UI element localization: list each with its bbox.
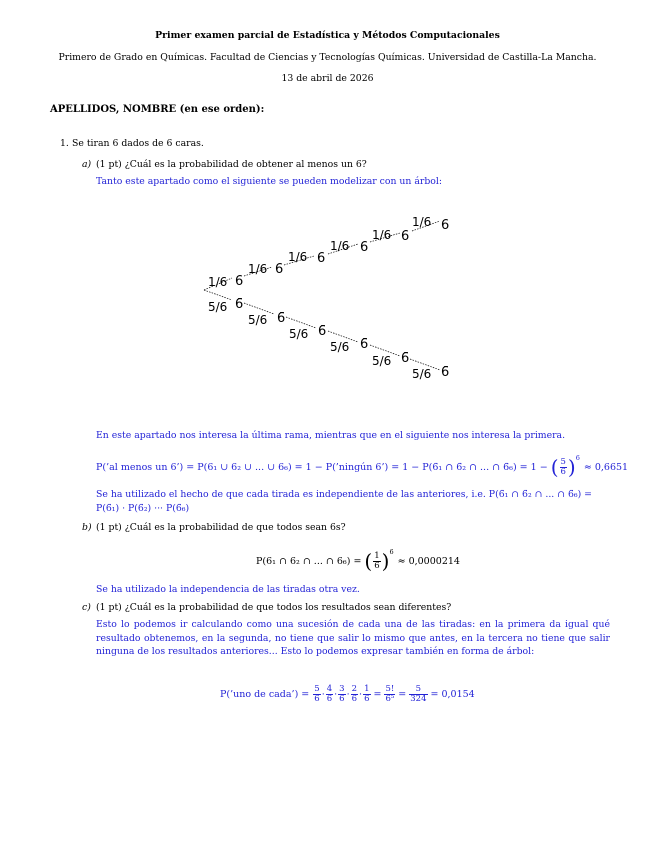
tree-node-upper-2: 6	[275, 262, 284, 277]
part-c-fraction-5: $\frac{1}{6}$	[364, 683, 370, 704]
part-c-formula-result: = 0,0154	[430, 688, 475, 700]
part-c-question: (1 pt) ¿Cuál es la probabilidad de que todos los resultados sean diferentes?	[96, 602, 452, 613]
part-a-answer-intro: Tanto este apartado como el siguiente se pueden modelizar con un árbol:	[96, 176, 443, 187]
tree-node-lower-6: 6̄	[441, 365, 450, 380]
tree-node-upper-3: 6	[317, 251, 326, 266]
tree-prob-upper-6: 1/6	[412, 215, 432, 229]
part-a-formula-lhs: P(’al menos un 6’) = P(6₁ ∪ 6₂ ∪ ... ∪ 6₆) = 1 − P(’ningún 6’) = 1 − P(6̄₁ ∩ 6̄₂ ∩ ... ∩ 6̄₆) = 1 −	[96, 461, 548, 473]
tree-prob-lower-6: 5/6	[412, 367, 432, 381]
exam-title: Primer examen parcial de Estadística y Métodos Computacionales	[155, 30, 500, 41]
tree-prob-lower-1: 5/6	[208, 300, 228, 314]
tree-node-upper-1: 6	[235, 274, 244, 289]
tree-prob-upper-5: 1/6	[372, 228, 392, 242]
tree-branch-lower-1	[204, 290, 232, 300]
part-b-note: Se ha utilizado la independencia de las tiradas otra vez.	[96, 584, 360, 595]
part-c-answer: Esto lo podemos ir calculando como una sucesión de cada una de las tiradas: en la primera da igual qué resultado obtenemos, en la segunda, no tiene que salir lo mismo que antes, en la tercera no tiene que salir ninguna de los resultados anteriores... Esto lo podemos expresar también en forma de árbol:	[96, 619, 610, 657]
tree-node-upper-4: 6	[360, 240, 369, 255]
exam-date: 13 de abril de 2026	[281, 73, 374, 84]
tree-prob-lower-2: 5/6	[248, 313, 268, 327]
tree-prob-upper-4: 1/6	[330, 239, 350, 253]
part-c-fraction-factorial: $\frac{5!}{\text{6⁵}}$	[385, 683, 395, 704]
tree-prob-lower-4: 5/6	[330, 340, 350, 354]
tree-node-lower-3: 6̄	[318, 324, 327, 339]
tree-prob-upper-2: 1/6	[248, 262, 268, 276]
question-1-text: Se tiran 6 dados de 6 caras.	[72, 138, 204, 149]
part-a-independence-line1: Se ha utilizado el hecho de que cada tirada es independiente de las anteriores, i.e. P(6̄₁ ∩ 6̄₂ ∩ ... ∩ 6̄₆) =	[96, 489, 592, 500]
part-b-formula-result: ≈ 0,0000214	[397, 555, 460, 567]
tree-node-lower-1: 6̄	[235, 297, 244, 312]
part-a-note: En este apartado nos interesa la última rama, mientras que en el siguiente nos interesa la primera.	[96, 430, 566, 441]
part-c-formula-lhs: P(’uno de cada’) =	[220, 688, 310, 700]
part-b-formula: P(6₁ ∩ 6₂ ∩ ... ∩ 6₆) = ( $\frac{1}{6}$ ) $^6$ ≈ 0,0000214	[256, 548, 460, 573]
part-b-formula-exponent: 6	[389, 548, 394, 556]
tree-prob-upper-1: 1/6	[208, 275, 228, 289]
part-a-question: (1 pt) ¿Cuál es la probabilidad de obtener al menos un 6?	[96, 159, 367, 170]
part-a-label: a)	[82, 159, 92, 170]
exam-subtitle: Primero de Grado en Químicas. Facultad de Ciencias y Tecnologías Químicas. Universidad de Castilla-La Mancha.	[58, 52, 597, 63]
part-b-formula-fraction: $\frac{1}{6}$	[374, 550, 380, 571]
tree-node-lower-4: 6̄	[360, 337, 369, 352]
tree-node-upper-6: 6	[441, 218, 450, 233]
tree-prob-upper-3: 1/6	[288, 250, 308, 264]
tree-node-lower-5: 6̄	[401, 351, 410, 366]
question-1-number: 1.	[60, 138, 69, 149]
part-a-formula-result: ≈ 0,6651	[583, 461, 629, 473]
part-c-fraction-2: $\frac{4}{6}$	[326, 683, 333, 704]
part-c-fraction-3: $\frac{3}{6}$	[339, 683, 345, 704]
part-a-formula: P(’al menos un 6’) = P(6₁ ∪ 6₂ ∪ ... ∪ 6₆) = 1 − P(’ningún 6’) = 1 − P(6̄₁ ∩ 6̄₂ ∩ ... ∩ 6̄₆) = 1 − ( $\frac{5}{6}$ ) $^6$ ≈ 0,6651	[96, 454, 629, 479]
part-c-label: c)	[82, 602, 91, 613]
part-a-independence-line2: P(6̄₁) · P(6̄₂) ··· P(6̄₆)	[96, 503, 190, 514]
part-c-fraction-simplified: $\frac{5}{324}$	[410, 683, 427, 704]
part-a-formula-fraction: $\frac{5}{6}$	[560, 456, 566, 477]
probability-tree	[196, 208, 466, 388]
name-field-label: APELLIDOS, NOMBRE (en ese orden):	[50, 104, 265, 115]
part-b-label: b)	[82, 522, 92, 533]
part-c-formula: P(’uno de cada’) = $\frac{5}{6}$ · $\frac{4}{6}$ · $\frac{3}{6}$ · $\frac{2}{6}$ · $\frac{1}{6}$ = $\frac{5!}{\text{6⁵}}$ = $\frac{5}{324}$ = 0,0154	[220, 683, 475, 704]
part-c-fraction-1: $\frac{5}{6}$	[314, 683, 320, 704]
part-a-formula-exponent: 6	[575, 454, 580, 462]
tree-node-lower-2: 6̄	[277, 311, 286, 326]
tree-prob-lower-3: 5/6	[289, 327, 309, 341]
part-b-formula-lhs: P(6₁ ∩ 6₂ ∩ ... ∩ 6₆) =	[256, 555, 362, 567]
tree-prob-lower-5: 5/6	[372, 354, 392, 368]
part-c-fraction-4: $\frac{2}{6}$	[351, 683, 358, 704]
tree-node-upper-5: 6	[401, 229, 410, 244]
part-b-question: (1 pt) ¿Cuál es la probabilidad de que todos sean 6s?	[96, 522, 346, 533]
